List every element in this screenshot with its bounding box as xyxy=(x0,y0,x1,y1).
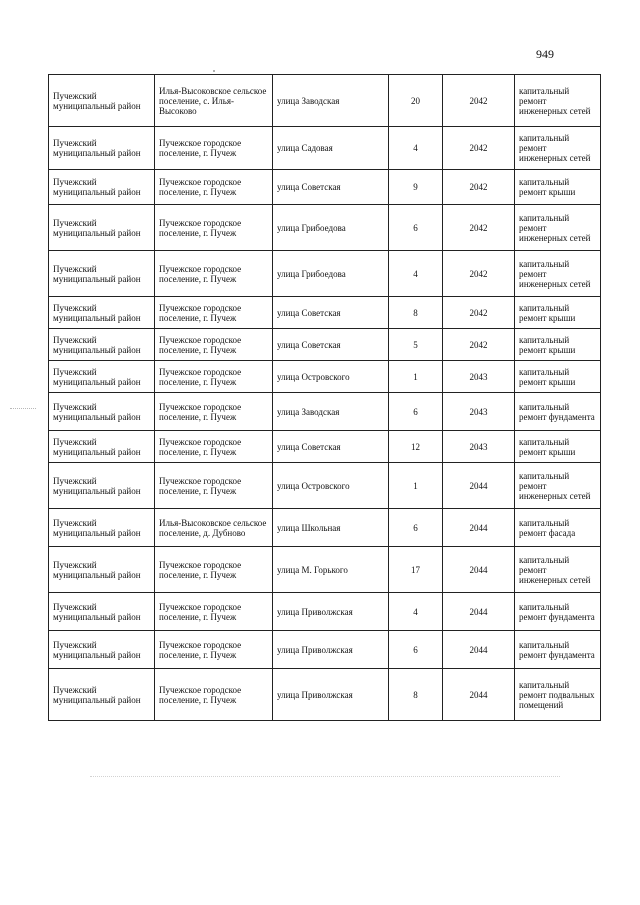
district-cell: Пучежский муниципальный район xyxy=(49,329,155,361)
house-number-cell: 4 xyxy=(389,251,443,297)
district-cell: Пучежский муниципальный район xyxy=(49,509,155,547)
settlement-cell: Пучежское городское поселение, г. Пучеж xyxy=(155,170,273,205)
table-row xyxy=(49,127,601,170)
house-number-cell: 1 xyxy=(389,463,443,509)
table-row xyxy=(49,205,601,251)
district-cell: Пучежский муниципальный район xyxy=(49,631,155,669)
repair-schedule-table xyxy=(48,74,601,721)
year-cell: 2044 xyxy=(443,669,515,721)
table-row xyxy=(49,509,601,547)
table-row xyxy=(49,170,601,205)
house-number-cell: 6 xyxy=(389,509,443,547)
street-cell: улица Советская xyxy=(273,297,389,329)
settlement-cell: Пучежское городское поселение, г. Пучеж xyxy=(155,463,273,509)
street-cell: улица Советская xyxy=(273,170,389,205)
year-cell: 2044 xyxy=(443,547,515,593)
street-cell: улица М. Горького xyxy=(273,547,389,593)
work-type-cell: капитальный ремонт крыши xyxy=(515,329,601,361)
work-type-cell: капитальный ремонт инженерных сетей xyxy=(515,463,601,509)
work-type-cell: капитальный ремонт крыши xyxy=(515,431,601,463)
house-number-cell: 6 xyxy=(389,631,443,669)
table-row xyxy=(49,593,601,631)
house-number-cell: 1 xyxy=(389,361,443,393)
year-cell: 2042 xyxy=(443,297,515,329)
table-row xyxy=(49,547,601,593)
house-number-cell: 8 xyxy=(389,297,443,329)
district-cell: Пучежский муниципальный район xyxy=(49,251,155,297)
settlement-cell: Пучежское городское поселение, г. Пучеж xyxy=(155,251,273,297)
street-cell: улица Садовая xyxy=(273,127,389,170)
settlement-cell: Илья-Высоковское сельское поселение, д. Дубново xyxy=(155,509,273,547)
settlement-cell: Пучежское городское поселение, г. Пучеж xyxy=(155,361,273,393)
work-type-cell: капитальный ремонт крыши xyxy=(515,297,601,329)
house-number-cell: 6 xyxy=(389,393,443,431)
settlement-cell: Пучежское городское поселение, г. Пучеж xyxy=(155,393,273,431)
district-cell: Пучежский муниципальный район xyxy=(49,593,155,631)
district-cell: Пучежский муниципальный район xyxy=(49,205,155,251)
year-cell: 2043 xyxy=(443,361,515,393)
work-type-cell: капитальный ремонт инженерных сетей xyxy=(515,75,601,127)
street-cell: улица Заводская xyxy=(273,75,389,127)
house-number-cell: 12 xyxy=(389,431,443,463)
year-cell: 2042 xyxy=(443,205,515,251)
year-cell: 2042 xyxy=(443,75,515,127)
settlement-cell: Пучежское городское поселение, г. Пучеж xyxy=(155,205,273,251)
district-cell: Пучежский муниципальный район xyxy=(49,393,155,431)
street-cell: улица Приволжская xyxy=(273,631,389,669)
district-cell: Пучежский муниципальный район xyxy=(49,75,155,127)
settlement-cell: Пучежское городское поселение, г. Пучеж xyxy=(155,329,273,361)
district-cell: Пучежский муниципальный район xyxy=(49,170,155,205)
year-cell: 2044 xyxy=(443,631,515,669)
settlement-cell: Пучежское городское поселение, г. Пучеж xyxy=(155,593,273,631)
district-cell: Пучежский муниципальный район xyxy=(49,463,155,509)
district-cell: Пучежский муниципальный район xyxy=(49,297,155,329)
year-cell: 2042 xyxy=(443,170,515,205)
work-type-cell: капитальный ремонт подвальных помещений xyxy=(515,669,601,721)
year-cell: 2042 xyxy=(443,329,515,361)
work-type-cell: капитальный ремонт фундамента xyxy=(515,593,601,631)
scan-footer-marks xyxy=(90,776,560,777)
year-cell: 2042 xyxy=(443,127,515,170)
settlement-cell: Пучежское городское поселение, г. Пучеж xyxy=(155,127,273,170)
work-type-cell: капитальный ремонт инженерных сетей xyxy=(515,251,601,297)
year-cell: 2044 xyxy=(443,463,515,509)
settlement-cell: Пучежское городское поселение, г. Пучеж xyxy=(155,431,273,463)
house-number-cell: 9 xyxy=(389,170,443,205)
street-cell: улица Приволжская xyxy=(273,669,389,721)
street-cell: улица Приволжская xyxy=(273,593,389,631)
work-type-cell: капитальный ремонт крыши xyxy=(515,170,601,205)
year-cell: 2042 xyxy=(443,251,515,297)
street-cell: улица Советская xyxy=(273,431,389,463)
house-number-cell: 20 xyxy=(389,75,443,127)
district-cell: Пучежский муниципальный район xyxy=(49,431,155,463)
street-cell: улица Грибоедова xyxy=(273,251,389,297)
street-cell: улица Советская xyxy=(273,329,389,361)
work-type-cell: капитальный ремонт крыши xyxy=(515,361,601,393)
settlement-cell: Пучежское городское поселение, г. Пучеж xyxy=(155,547,273,593)
settlement-cell: Пучежское городское поселение, г. Пучеж xyxy=(155,669,273,721)
house-number-cell: 17 xyxy=(389,547,443,593)
table-row xyxy=(49,251,601,297)
table-row xyxy=(49,631,601,669)
house-number-cell: 8 xyxy=(389,669,443,721)
table-row xyxy=(49,463,601,509)
work-type-cell: капитальный ремонт фасада xyxy=(515,509,601,547)
street-cell: улица Островского xyxy=(273,463,389,509)
district-cell: Пучежский муниципальный район xyxy=(49,547,155,593)
year-cell: 2043 xyxy=(443,393,515,431)
work-type-cell: капитальный ремонт фундамента xyxy=(515,393,601,431)
year-cell: 2044 xyxy=(443,593,515,631)
house-number-cell: 5 xyxy=(389,329,443,361)
table-row xyxy=(49,329,601,361)
year-cell: 2044 xyxy=(443,509,515,547)
district-cell: Пучежский муниципальный район xyxy=(49,669,155,721)
page-number: 949 xyxy=(536,47,554,61)
work-type-cell: капитальный ремонт фундамента xyxy=(515,631,601,669)
scan-speck xyxy=(213,70,215,72)
settlement-cell: Пучежское городское поселение, г. Пучеж xyxy=(155,631,273,669)
settlement-cell: Илья-Высоковское сельское поселение, с. Илья-Высоково xyxy=(155,75,273,127)
district-cell: Пучежский муниципальный район xyxy=(49,361,155,393)
district-cell: Пучежский муниципальный район xyxy=(49,127,155,170)
table-row xyxy=(49,669,601,721)
house-number-cell: 4 xyxy=(389,593,443,631)
street-cell: улица Островского xyxy=(273,361,389,393)
scan-margin-marks xyxy=(10,408,36,409)
table-row xyxy=(49,297,601,329)
house-number-cell: 6 xyxy=(389,205,443,251)
settlement-cell: Пучежское городское поселение, г. Пучеж xyxy=(155,297,273,329)
year-cell: 2043 xyxy=(443,431,515,463)
street-cell: улица Грибоедова xyxy=(273,205,389,251)
street-cell: улица Школьная xyxy=(273,509,389,547)
table-row xyxy=(49,431,601,463)
table-row xyxy=(49,361,601,393)
table-row xyxy=(49,393,601,431)
table-row xyxy=(49,75,601,127)
work-type-cell: капитальный ремонт инженерных сетей xyxy=(515,127,601,170)
work-type-cell: капитальный ремонт инженерных сетей xyxy=(515,547,601,593)
work-type-cell: капитальный ремонт инженерных сетей xyxy=(515,205,601,251)
street-cell: улица Заводская xyxy=(273,393,389,431)
house-number-cell: 4 xyxy=(389,127,443,170)
